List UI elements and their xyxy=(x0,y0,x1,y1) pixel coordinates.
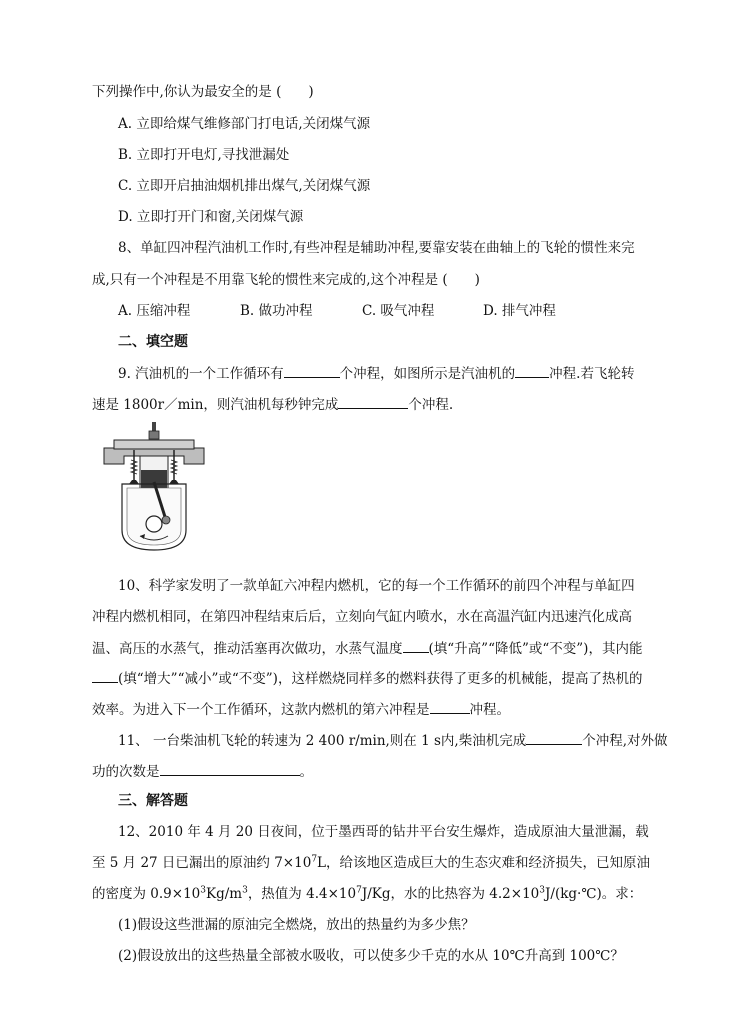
q10-text-5a: 效率。为进入下一个工作循环，这款内燃机的第六冲程是 xyxy=(92,702,430,718)
section-title-answer: 三、解答题 xyxy=(118,793,188,809)
q8-option-d: D. 排气冲程 xyxy=(483,303,556,319)
q9-text-4: 速是 1800r／min，则汽油机每秒钟完成 xyxy=(92,397,339,413)
q11-blank-strokes[interactable] xyxy=(526,730,582,745)
cylinder-head-top xyxy=(114,440,194,449)
q12-sub2: (2)假设放出的这些热量全部被水吸收，可以使多少千克的水从 10℃升高到 100℃？ xyxy=(118,948,624,964)
q12-sup-specific-heat: 3 xyxy=(539,885,545,896)
q9-blank-3[interactable] xyxy=(338,394,408,409)
q11-text-2a: 功的次数是 xyxy=(92,764,160,780)
engine-diagram xyxy=(100,420,208,555)
q9-text-1: 9. 汽油机的一个工作循环有 xyxy=(118,366,284,382)
q11-blank-work-count[interactable] xyxy=(160,761,300,776)
q11-text-1b: 个冲程,对外做 xyxy=(582,733,668,749)
q12-text-2b: L，给该地区造成巨大的生态灾难和经济损失，已知原油 xyxy=(317,855,651,871)
q10-line5 xyxy=(92,699,510,720)
q9-blank-2[interactable] xyxy=(515,363,549,378)
q9-line2 xyxy=(92,394,453,415)
piston xyxy=(141,470,167,490)
q12-text-2a: 至 5 月 27 日已漏出的原油约 7×10 xyxy=(92,855,312,871)
q10-line3 xyxy=(92,638,642,659)
q10-line2: 冲程内燃机相同，在第四冲程结束后后，立刻向气缸内喷水，水在高温汽缸内迅速汽化成高 xyxy=(92,609,632,625)
q7-option-a: A. 立即给煤气维修部门打电话,关闭煤气源 xyxy=(118,116,371,132)
q10-blank-sixth-stroke[interactable] xyxy=(430,699,470,714)
q12-text-3d: J/Kg，水的比热容为 4.2×10 xyxy=(361,886,540,902)
q12-sup-volume: 7 xyxy=(311,854,318,865)
q11-line1 xyxy=(118,730,668,751)
q12-text-3b: Kg/m xyxy=(206,886,243,902)
spark-plug-body xyxy=(149,431,159,439)
q10-blank-internal-energy[interactable] xyxy=(92,668,118,683)
q10-blank-temperature[interactable] xyxy=(403,638,429,653)
q12-text-3c: ，热值为 4.4×10 xyxy=(247,886,357,902)
q10-line4 xyxy=(92,668,642,689)
section-title-fill-in: 二、填空题 xyxy=(118,334,188,350)
q12-line2 xyxy=(92,853,650,873)
q8-option-c: C. 吸气冲程 xyxy=(362,303,435,319)
q10-text-3a: 温、高压的水蒸气，推动活塞再次做功，水蒸气温度 xyxy=(92,641,403,657)
spark-plug-tip xyxy=(152,422,156,432)
q7-option-b: B. 立即打开电灯,寻找泄漏处 xyxy=(118,147,290,163)
q11-text-1a: 11、 一台柴油机飞轮的转速为 2 400 r/min,则在 1 s内,柴油机完成 xyxy=(118,733,527,749)
q12-line1: 12、2010 年 4 月 20 日夜间，位于墨西哥的钻井平台安生爆炸，造成原油大量泄漏，载 xyxy=(118,824,649,840)
intake-valve-head xyxy=(129,480,139,484)
q9-line1 xyxy=(118,363,634,384)
crank-pin xyxy=(162,516,170,524)
q8-option-a: A. 压缩冲程 xyxy=(118,303,191,319)
q11-text-2b: 。 xyxy=(299,764,313,780)
q7-option-d: D. 立即打开门和窗,关闭煤气源 xyxy=(118,209,304,225)
q12-text-3e: J/(kg·℃)。求： xyxy=(545,886,643,902)
q8-option-b: B. 做功冲程 xyxy=(240,303,313,319)
q10-text-4b: (填“增大”“减小”或“不变”)，这样燃烧同样多的燃料获得了更多的机械能，提高了热机的 xyxy=(118,671,643,687)
q11-line2 xyxy=(92,761,313,782)
q7-stem: 下列操作中,你认为最安全的是 ( ) xyxy=(92,84,314,100)
q9-text-3: 冲程.若飞轮转 xyxy=(549,366,635,382)
exhaust-valve-head xyxy=(169,480,179,484)
q12-sup-m3: 3 xyxy=(242,885,248,896)
q12-sup-heat-value: 7 xyxy=(356,885,362,896)
crankshaft xyxy=(146,516,162,532)
q8-line1: 8、单缸四冲程汽油机工作时,有些冲程是辅助冲程,要靠安装在曲轴上的飞轮的惯性来完 xyxy=(118,240,635,256)
q12-text-3a: 的密度为 0.9×10 xyxy=(92,886,201,902)
q9-blank-1[interactable] xyxy=(284,363,340,378)
q9-text-5: 个冲程. xyxy=(408,397,454,413)
q9-text-2: 个冲程，如图所示是汽油机的 xyxy=(339,366,516,382)
q10-text-3b: (填“升高”“降低”或“不变”)，其内能 xyxy=(428,641,643,657)
q12-line3 xyxy=(92,884,642,904)
q12-sub1: (1)假设这些泄漏的原油完全燃烧，放出的热量约为多少焦？ xyxy=(118,917,475,933)
q7-option-c: C. 立即开启抽油烟机排出煤气,关闭煤气源 xyxy=(118,178,371,194)
q12-sup-density: 3 xyxy=(200,885,206,896)
q10-text-5b: 冲程。 xyxy=(469,702,510,718)
q8-line2: 成,只有一个冲程是不用靠飞轮的惯性来完成的,这个冲程是 ( ) xyxy=(92,272,480,288)
q10-line1: 10、科学家发明了一款单缸六冲程内燃机，它的每一个工作循环的前四个冲程与单缸四 xyxy=(118,578,635,594)
